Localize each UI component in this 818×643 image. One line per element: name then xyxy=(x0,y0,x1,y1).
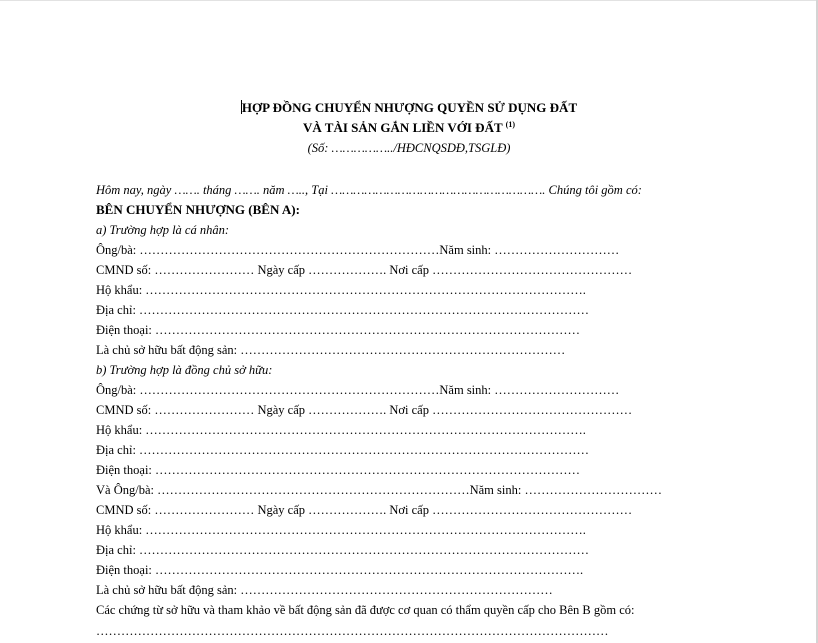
case-b-first-name-line[interactable]: Ông/bà: ………………………………………………………………Năm sinh: ………………………… xyxy=(96,383,620,397)
case-a-heading[interactable]: a) Trường hợp là cá nhân: xyxy=(96,223,230,237)
case-b-second-id-line[interactable]: CMND số: …………………… Ngày cấp ………………. Nơi cấp ………………………………………… xyxy=(96,503,633,517)
case-a-owner-line[interactable]: Là chủ sở hữu bất động sản: …………………………………………………………………… xyxy=(96,343,566,357)
case-a-address-line[interactable]: Địa chỉ: ……………………………………………………………………………………………… xyxy=(96,303,590,317)
case-a-household-line[interactable]: Hộ khẩu: ……………………………………………………………………………………………. xyxy=(96,283,586,297)
title-line-2-text: VÀ TÀI SẢN GẮN LIỀN VỚI ĐẤT xyxy=(303,120,503,135)
party-a-heading[interactable]: BÊN CHUYỂN NHƯỢNG (BÊN A): xyxy=(96,202,300,217)
document-title-line-1[interactable] xyxy=(0,100,818,116)
case-b-second-phone-line[interactable]: Điện thoại: …………………………………………………………………………………………. xyxy=(96,563,584,577)
case-a-name-line[interactable]: Ông/bà: ………………………………………………………………Năm sinh: ………………………… xyxy=(96,243,620,257)
documents-line[interactable]: Các chứng từ sở hữu và tham khảo về bất động sản đã được cơ quan có thẩm quyền cấp cho Bên B gồm có: xyxy=(96,603,635,617)
case-b-first-address-line[interactable]: Địa chỉ: ……………………………………………………………………………………………… xyxy=(96,443,590,457)
case-b-second-household-line[interactable]: Hộ khẩu: ……………………………………………………………………………………………. xyxy=(96,523,586,537)
case-b-heading[interactable]: b) Trường hợp là đồng chủ sở hữu: xyxy=(96,363,273,377)
case-b-first-id-line[interactable]: CMND số: …………………… Ngày cấp ………………. Nơi cấp ………………………………………… xyxy=(96,403,633,417)
case-a-id-line[interactable]: CMND số: …………………… Ngày cấp ………………. Nơi cấp ………………………………………… xyxy=(96,263,633,277)
case-b-second-name-line[interactable]: Và Ông/bà: …………………………………………………………………Năm sinh: …………………………… xyxy=(96,483,662,497)
document-title-line-2[interactable] xyxy=(0,120,818,136)
contract-number-line[interactable]: (Số: ……………../HĐCNQSDĐ,TSGLĐ) xyxy=(307,141,511,155)
intro-line[interactable]: Hôm nay, ngày ……. tháng ……. năm ….., Tại …………………………………………………. Chúng tôi gồm có: xyxy=(96,183,642,197)
documents-fill-line[interactable]: …………………………………………………………………………………………………………… xyxy=(96,624,609,638)
case-b-first-phone-line[interactable]: Điện thoại: ………………………………………………………………………………………… xyxy=(96,463,581,477)
page-top-border xyxy=(0,0,818,1)
case-b-first-household-line[interactable]: Hộ khẩu: ……………………………………………………………………………………………. xyxy=(96,423,586,437)
footnote-marker: (1) xyxy=(505,120,515,129)
case-a-phone-line[interactable]: Điện thoại: ………………………………………………………………………………………… xyxy=(96,323,581,337)
case-b-second-address-line[interactable]: Địa chỉ: ……………………………………………………………………………………………… xyxy=(96,543,590,557)
title-line-1-text: HỢP ĐỒNG CHUYỂN NHƯỢNG QUYỀN SỬ DỤNG ĐẤT xyxy=(241,100,578,115)
case-b-second-owner-line[interactable]: Là chủ sở hữu bất động sản: ………………………………………………………………… xyxy=(96,583,553,597)
